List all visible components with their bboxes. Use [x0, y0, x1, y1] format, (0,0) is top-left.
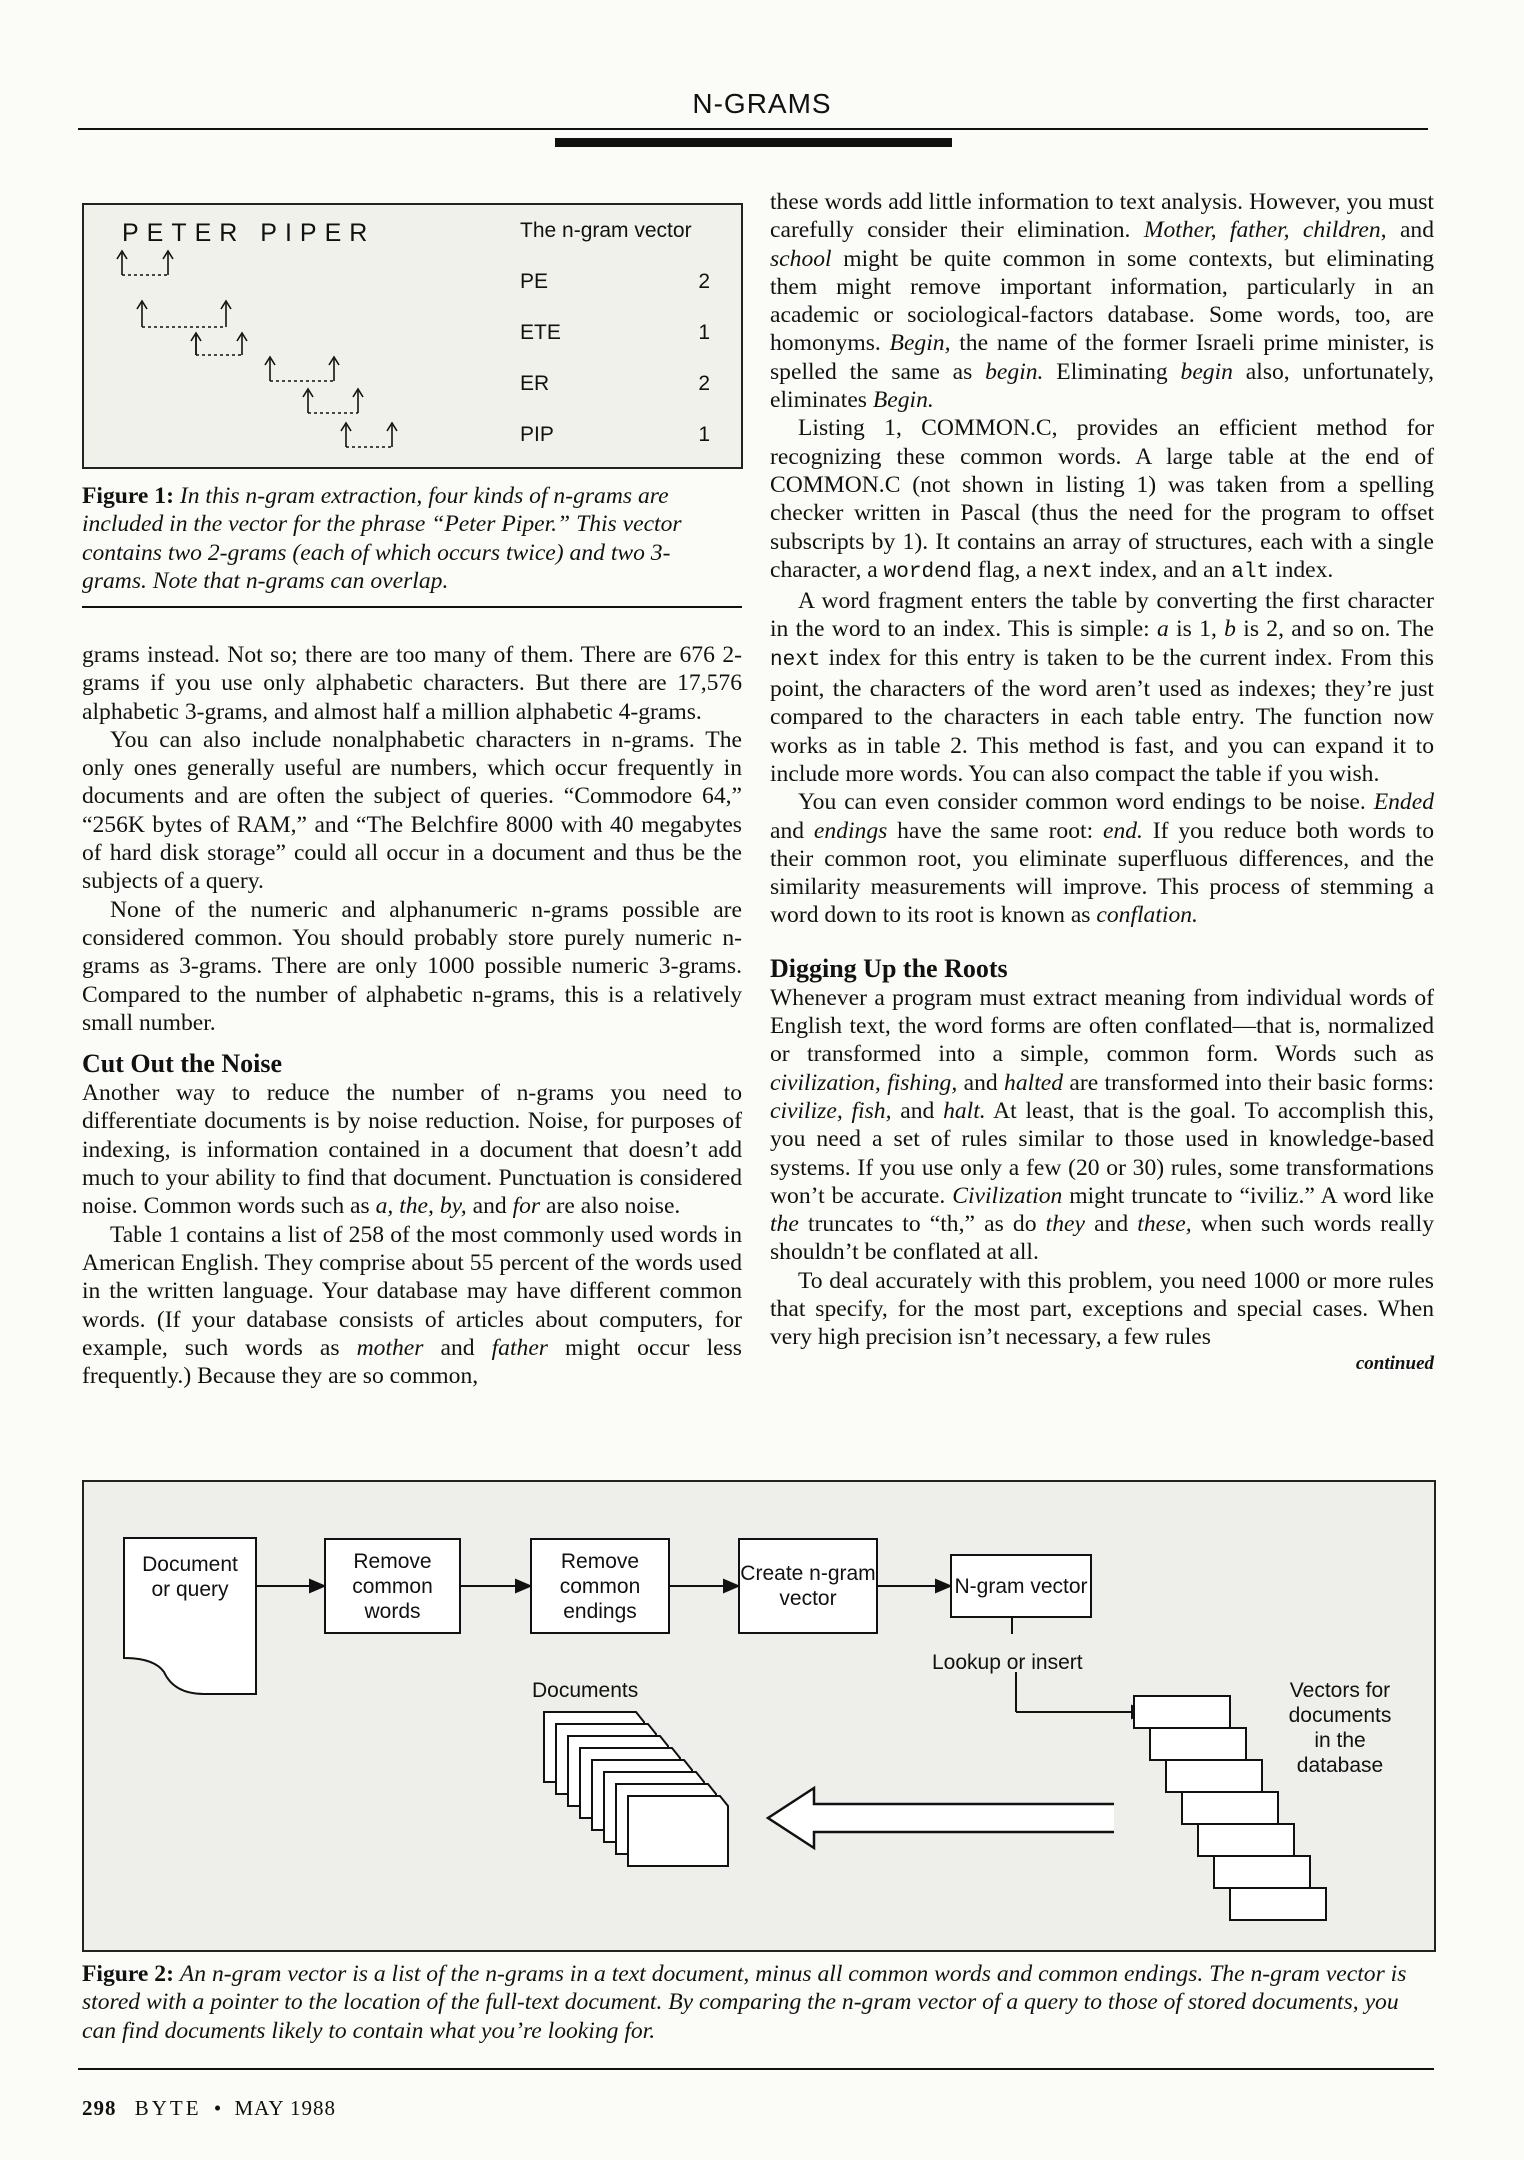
vector-count: 1 — [698, 321, 710, 344]
big-arrow — [768, 1788, 1114, 1848]
create-ngram-vector-box: Create n-gram vector — [738, 1538, 878, 1634]
vector-gram: ER — [520, 372, 550, 395]
paragraph: these words add little information to text analysis. However, you must carefully consider their elimination. Mother, father, children, and school might be quite common in some contexts, but eliminating them might remove important information, particularly in an academic or sociological-factors database. Some words, too, are homonyms. Begin, the name of the former Israeli prime minister, is spelled the same as begin. Eliminating begin also, unfortunately, eliminates Begin. — [770, 189, 1435, 414]
figure-1-caption-label: Figure 1: — [82, 483, 174, 509]
footer-separator: • — [213, 2096, 223, 2120]
issue-date: MAY 1988 — [234, 2096, 336, 2120]
page-number: 298 — [82, 2096, 117, 2120]
vector-count: 1 — [698, 423, 710, 446]
running-header: N-GRAMS — [692, 88, 832, 119]
paragraph: You can also include nonalphabetic characters in n-grams. The only ones generally useful are numbers, which occur frequently in documents and are often the subject of queries. “Commodore 64,” “256K bytes of RAM,” and “The Belchfire 8000 with 40 megabytes of hard disk storage” could all occur in a document and thus be the subjects of a query. — [82, 726, 742, 895]
bracket-ete — [137, 301, 231, 327]
documents-label: Documents — [532, 1679, 639, 1702]
bracket-ip — [303, 389, 363, 413]
paragraph: Table 1 contains a list of 258 of the most commonly used words in American English. They comprise about 55 percent of the words used in the written language. Your database may have different common words. (If your database consists of articles about computers, for example, such words as mother and father might occur less frequently.) Because they are so common, — [82, 1221, 742, 1390]
right-column — [770, 188, 1434, 1376]
vector-row — [520, 372, 710, 396]
document-or-query-label: Document or query — [142, 1553, 238, 1601]
vector-row — [520, 270, 710, 294]
figure-1-phrase: PETER PIPER — [122, 219, 376, 247]
paragraph: Whenever a program must extract meaning from individual words of English text, the word forms are often conflated—that is, normalized or transformed into a simple, common form. Words such as civilization, fishing, and halted are transformed into their basic forms: civilize, fish, and halt. At least, that is the goal. To accomplish this, you need a set of rules similar to those used in knowledge-based systems. If you use only a few (20 or 30) rules, some transformations won’t be accurate. Civilization might truncate to “iviliz.” A word like the truncates to “th,” as do they and these, when such words really shouldn’t be conflated at all. — [770, 984, 1435, 1266]
magazine-name: BYTE — [134, 2096, 202, 2120]
section-heading: Cut Out the Noise — [82, 1049, 283, 1079]
left-column — [82, 641, 742, 1390]
bracket-pe — [117, 251, 173, 275]
remove-common-words-box: Remove common words — [324, 1538, 461, 1634]
paragraph: You can even consider common word endings to be noise. Ended and endings have the same root: end. If you reduce both words to their common root, you eliminate superfluous differences, and the similarity measurements will improve. This process of stemming a word down to its root is known as conflation. — [770, 789, 1434, 929]
paragraph: Another way to reduce the number of n-grams you need to differentiate documents is by noise reduction. Noise, for purposes of indexing, is information contained in a document that doesn’t add much to your ability to find that document. Punctuation is considered noise. Common words such as a, the, by, and for are also noise. — [82, 1080, 742, 1220]
paragraph: Listing 1, COMMON.C, provides an efficient method for recognizing these common words. A large table at the end of COMMON.C (not shown in listing 1) was taken from a spelling checker written in Pascal (thus the need for the program to offset subscripts by 1). It contains an array of structures, each with a single character, a wordend flag, a next index, and an alt index. — [770, 415, 1434, 584]
vector-count: 2 — [698, 372, 710, 395]
vector-count: 2 — [698, 270, 710, 293]
paragraph: A word fragment enters the table by converting the first character in the word to an index. This is simple: a is 1, b is 2, and so on. The next index for this entry is taken to be the current index. From this point, the characters of the word aren’t used as indexes; they’re just compared to the characters in each table entry. The function now works as in table 2. This method is fast, and you can expand it to include more words. You can also compact the table if you wish. — [770, 588, 1434, 787]
figure-1-caption — [82, 482, 722, 595]
figure-2-caption-text: An n-gram vector is a list of the n-grams in a text document, minus all common words and common endings. The n-gram vector is stored with a pointer to the location of the full-text document. By comparing the n-gram vector of a query to those of stored documents, you can find documents likely to contain what you’re looking for. — [82, 1961, 1407, 2044]
bracket-pi — [265, 357, 339, 381]
footer — [82, 2096, 336, 2121]
figure-1-rule — [82, 606, 742, 608]
paragraph: grams instead. Not so; there are too many of them. There are 676 2-grams if you use only alphabetic characters. But there are 17,576 alphabetic 3-grams, and almost half a million alphabetic 4-grams. — [82, 642, 742, 725]
bracket-pe2 — [341, 423, 397, 447]
footer-rule — [78, 2068, 1434, 2070]
vector-row — [520, 321, 710, 345]
figure-1 — [82, 203, 743, 469]
figure-1-brackets — [84, 205, 404, 467]
figure-2-caption — [82, 1960, 1432, 2045]
lookup-or-insert-label: Lookup or insert — [932, 1651, 1083, 1674]
paragraph: None of the numeric and alphanumeric n-grams possible are considered common. You should probably store purely numeric n-grams as 3-grams. There are only 1000 possible numeric 3-grams. Compared to the number of alphabetic n-grams, this is a relatively small number. — [82, 896, 742, 1036]
bracket-er — [191, 333, 247, 355]
figure-2-caption-label: Figure 2: — [82, 1961, 174, 1987]
vector-row — [520, 423, 710, 447]
ngram-vector-box: N-gram vector — [950, 1554, 1092, 1618]
vectors-label: Vectors for documents in the database — [1288, 1679, 1392, 1777]
figure-1-caption-text: In this n-gram extraction, four kinds of n-grams are included in the vector for the phrase “Peter Piper.” This vector contains two 2-grams (each of which occurs twice) and two 3-grams. Note that n-grams can overlap. — [82, 483, 682, 594]
vector-gram: ETE — [520, 321, 561, 344]
vector-gram: PE — [520, 270, 549, 293]
vector-gram: PIP — [520, 423, 554, 446]
figure-2 — [82, 1480, 1436, 1952]
remove-common-endings-box: Remove common endings — [530, 1538, 670, 1634]
header-rule — [78, 128, 1428, 130]
header-bar — [555, 138, 952, 147]
paragraph: To deal accurately with this problem, you need 1000 or more rules that specify, for the most part, exceptions and special cases. When very high precision isn’t necessary, a few rules — [770, 1267, 1434, 1351]
continued-label: continued — [1355, 1352, 1434, 1374]
section-heading: Digging Up the Roots — [770, 953, 1008, 983]
vector-title: The n-gram vector — [520, 219, 692, 242]
